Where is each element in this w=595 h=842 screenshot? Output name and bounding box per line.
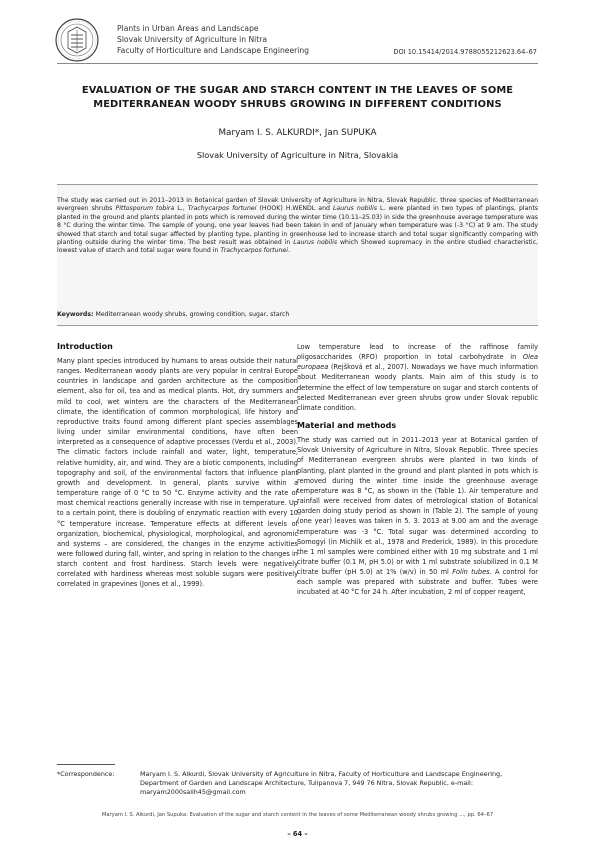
header-divider — [57, 63, 538, 64]
title-line-2: MEDITERRANEAN WOODY SHRUBS GROWING IN DIFFERENT CONDITIONS — [93, 98, 502, 110]
abstract — [57, 197, 538, 256]
left-column — [57, 342, 298, 598]
keywords-label: Keywords: — [57, 311, 94, 318]
body-text: Low temperature lead to increase of the raffinose family oligosaccharides (RFO) proportion in total carbohydrate in — [297, 343, 538, 362]
methods-heading: Material and methods — [297, 421, 397, 431]
university-seal-icon — [55, 18, 99, 62]
introduction-paragraph-continued — [297, 342, 538, 413]
species-name: Pittosporum tobira — [115, 205, 175, 213]
article-title — [57, 84, 538, 111]
body-text: (Rejšková et al., 2007). Nowadays we have much information about Mediterranean woody plants. Main aim of this study is to determine the effect of low temperature on sugar and starch contents of selected Mediterranean ever green shrubs grow under Slovak republic climate condition. — [297, 363, 538, 412]
abstract-text: The study was carried out in 2011–2013 in Botanical garden of Slovak University of Agriculture in Nitra, Slovak Republic. three species of Mediterranean evergreen shrubs — [57, 197, 538, 213]
body-text: The study was carried out in 2011–2013 year at Botanical garden of Slovak University of Agriculture in Nitra, Slovak Republic. Three species of Mediterranean evergreen shrubs were planted in two kinds of planting, plant planted in the ground and plant planted in pots which is removed during the winter time inside the greenhouse average temperature was 8 °C, as shown in the (Table 1). Air temperature and rainfall were received from dates of metrological station of Botanical garden doing study period as shown in (Table 2). The sample of young (one year) leaves was taken in 5. 3. 2013 at 9.00 am and the average temperature was -3 °C. Total sugar was determined according to Somogyi (in Michlik et al., 1978 and Frederick, 1989). In this procedure the 1 ml samples were combined either with 10 mg substrate and 1 ml citrate buffer (0.1 M, pH 5.0) or with 1 ml substrate solubilized in 0.1 M citrate buffer (pH 5.0) at 1% (w/v) in 50 ml — [297, 436, 538, 577]
introduction-heading: Introduction — [57, 342, 113, 351]
right-column — [297, 342, 538, 606]
abstract-text: . — [287, 247, 290, 255]
introduction-paragraph: Many plant species introduced by humans to areas outside their natural ranges. Mediterranean woody plants are very popular in central Europe countries in landscape and garden architecture as the composition element, also for oil, tea and as medical plants. Hot, dry summers and mild to cool, wet winters are the characters of the Mediterranean climate, the identification of common morphological, life history and reproductive traits found among different plant species assemblages living under similar environmental conditions, have often been interpreted as a consequence of adaptive processes (Verdu et al., 2003). The climatic factors include rainfall and water, light, temperature, relative humidity, air, and wind. They are a biotic components, including topography and soil, of the environmental factors that influence plant growth and development. In general, plants survive within a temperature range of 0 °C to 50 °C. Enzyme activity and the rate of most chemical reactions generally increase with rise in temperature. Up to a certain point, there is doubling of enzymatic reaction with every 10 °C temperature increase. Temperature effects at different levels of organization, biochemical, physiological, morphological, and agronomic and systems – are considered, the changes in the enzyme activities were followed during fall, winter, and spring in relation to the changes in starch content and frost hardiness. Starch levels were negatively correlated with hardiness whereas most soluble sugars were positively correlated in grapevines (Jones et al., 1999). — [57, 357, 298, 589]
authors: Maryam I. S. ALKURDI*, Jan SUPUKA — [218, 128, 377, 138]
italic-term: Folin tubes — [452, 568, 490, 577]
abstract-text: (HOOK) H.WENDL and — [256, 205, 333, 213]
methods-paragraph — [297, 435, 538, 598]
keywords — [57, 311, 538, 318]
abstract-text: which Showed supremacy in the entire studied characteristic, lowest value of starch and total sugar were found in — [57, 239, 538, 255]
doi[interactable]: DOI 10.15414/2014.9788055212623.64–67 — [393, 48, 537, 56]
journal-name: Plants in Urban Areas and Landscape — [117, 24, 259, 33]
university-name: Slovak University of Agriculture in Nitra — [117, 34, 268, 44]
correspondence-label: *Correspondence: — [57, 770, 115, 778]
abstract-text: L. were planted in two types of plantings, plants planted in the ground and plants planted in pots which is removed during the winter time (10.11–25.03) in side the greenhouse average temperature was 8 °C during the winter time. The sample of young, one year leaves had been taken in end of January when temperature was (-3 °C) at 9 am. The study showed that starch and total sugar affected by planting type, planting in greenhouse led to increase starch and total sugar significantly comparing with planting outside during the winter time. The best result was obtained in — [57, 205, 538, 247]
faculty-name: Faculty of Horticulture and Landscape Engineering — [117, 45, 310, 55]
footnote-divider — [57, 764, 115, 765]
correspondence-text: Maryam I. S. Alkurdi, Slovak University of Agriculture in Nitra, Faculty of Horticulture and Landscape Engineering, Department of Garden and Landscape Architecture, Tulipanova 7, 949 76 Nitra, Slovak Republic, e-mail: maryam2000salih45@gmail.com — [140, 770, 503, 796]
keywords-text: Mediterranean woody shrubs, growing condition, sugar, starch — [93, 311, 290, 318]
species-name: Laurus nobilis — [293, 239, 338, 247]
journal-header — [117, 24, 309, 56]
affiliation: Slovak University of Agriculture in Nitra, Slovakia — [196, 150, 399, 160]
title-line-1: EVALUATION OF THE SUGAR AND STARCH CONTENT IN THE LEAVES OF SOME — [81, 85, 514, 96]
abstract-text: L., — [174, 205, 188, 213]
species-name: Laurus nobilis — [332, 205, 377, 213]
species-name: Trachycarpos fortunei — [220, 247, 288, 255]
citation-footer: Maryam I. S. Alkurdi, Jan Supuka: Evaluation of the sugar and starch content in the leaves of some Mediterranean woody shrubs growing ..., pp. 64–67 — [101, 812, 494, 818]
species-name: Olea europaea — [297, 353, 538, 372]
body-text: . A control for each sample was prepared with substrate and buffer. Tubes were incubated at 40 °C for 24 h. After incubation, 2 ml of copper reagent, — [297, 568, 538, 597]
page-number: – 64 – — [287, 830, 308, 838]
species-name: Trachycarpos fortunei — [187, 205, 257, 213]
